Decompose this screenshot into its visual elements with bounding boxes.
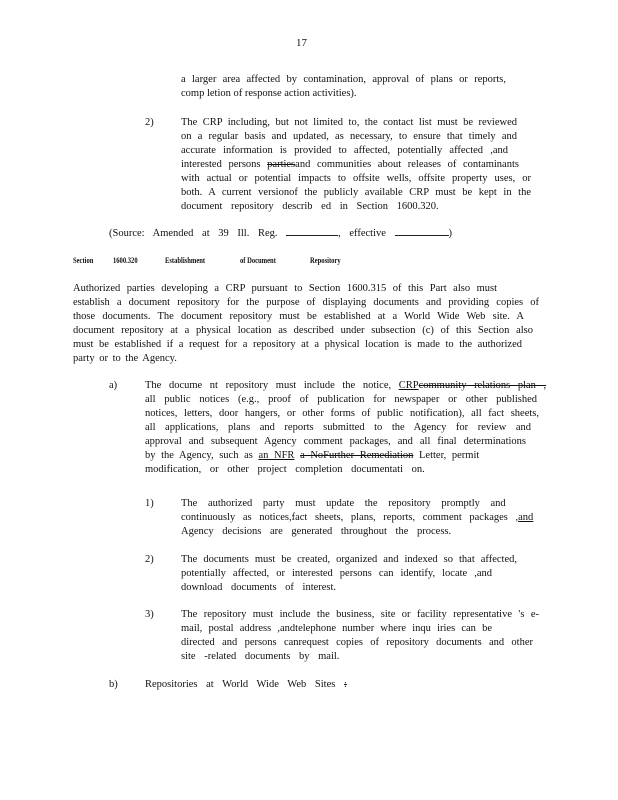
paragraph-line: both. A current versionof the publicly available CRP must be kept in the <box>181 187 531 198</box>
struck-text: parties <box>267 159 296 170</box>
underlined-text: CRP <box>398 380 419 391</box>
text-run: continuously as notices,fact sheets, plans, reports, comment packages , <box>181 512 519 523</box>
paragraph-line: approval and subsequent Agency comment packages, and all final determinations <box>145 436 526 447</box>
section-title-part: of Document <box>240 256 276 265</box>
paragraph-line <box>145 678 347 691</box>
continuation-line: comp letion of response action activities). <box>181 88 357 99</box>
blank-line <box>286 235 338 236</box>
paragraph-line: directed and persons canrequest copies of repository documents and other <box>181 637 533 648</box>
source-note <box>109 227 452 240</box>
section-title-part: Establishment <box>165 256 206 265</box>
struck-text: community relations plan , <box>418 380 547 391</box>
struck-text: : <box>343 679 347 690</box>
item-number: b) <box>109 679 118 690</box>
paragraph-line: on a regular basis and updated, as necessary, to ensure that timely and <box>181 131 517 142</box>
text-run: interested persons <box>181 159 261 170</box>
paragraph-line: The documents must be created, organized and indexed so that affected, <box>181 554 517 565</box>
paragraph-line <box>181 511 533 524</box>
paragraph-line: all public notices (e.g., proof of publication for newspaper or other published <box>145 394 537 405</box>
paragraph-line: must be established if a request for a repository at a physical location is made to the authorized <box>73 339 522 350</box>
item-number: 3) <box>145 609 154 620</box>
paragraph-line: site -related documents by mail. <box>181 651 340 662</box>
paragraph-line: notices, letters, door hangers, or other forms of public notification), all fact sheets, <box>145 408 539 419</box>
paragraph-line: those documents. The document repository must be established at a World Wide Web site. A <box>73 311 524 322</box>
paragraph-line: The CRP including, but not limited to, the contact list must be reviewed <box>181 117 517 128</box>
paragraph-line: Agency decisions are generated throughout the process. <box>181 526 452 537</box>
paragraph-line: Authorized parties developing a CRP pursuant to Section 1600.315 of this Part also must <box>73 283 497 294</box>
source-effective: , effective <box>338 228 386 239</box>
struck-text: a NoFurther Remediation <box>300 450 414 461</box>
paragraph-line <box>181 158 519 171</box>
underlined-text: and <box>518 512 534 523</box>
paragraph-line: The authorized party must update the repository promptly and <box>181 498 506 509</box>
page-number: 17 <box>296 37 307 49</box>
paragraph-line: establish a document repository for the purpose of displaying documents and providing copies of <box>73 297 539 308</box>
text-run: and communities about releases of contaminants <box>295 159 519 170</box>
paragraph-line: modification, or other project completion documentati on. <box>145 464 425 475</box>
text-run: The docume nt repository must include the notice, <box>145 380 392 391</box>
section-number: 1600.320 <box>113 256 138 265</box>
paragraph-line <box>145 449 479 462</box>
paragraph-line: party or to the Agency. <box>73 353 177 364</box>
text-run: by the Agency, such as <box>145 450 253 461</box>
blank-line <box>395 235 449 236</box>
paragraph-line: document repository describ ed in Section 1600.320. <box>181 201 439 212</box>
item-number: 2) <box>145 554 154 565</box>
continuation-line: a larger area affected by contamination, approval of plans or reports, <box>181 74 506 85</box>
item-number: 2) <box>145 117 154 128</box>
paragraph-line: all applications, plans and reports submitted to the Agency for review and <box>145 422 531 433</box>
section-title-part: Repository <box>310 256 341 265</box>
paragraph-line: document repository at a physical location as described under subsection (c) of this Section also <box>73 325 533 336</box>
paragraph-line: accurate information is provided to affected, potentially affected ,and <box>181 145 508 156</box>
paragraph-line: potentially affected, or interested persons can identify, locate ,and <box>181 568 492 579</box>
paragraph-line: download documents of interest. <box>181 582 337 593</box>
paragraph-line: mail, postal address ,andtelephone number where inqu iries can be <box>181 623 492 634</box>
underlined-text: an NFR <box>258 450 295 461</box>
text-run: Letter, permit <box>419 450 480 461</box>
paragraph-line: with actual or potential impacts to offsite wells, offsite property uses, or <box>181 173 531 184</box>
section-label: Section <box>73 256 94 265</box>
item-number: a) <box>109 380 118 391</box>
item-number: 1) <box>145 498 154 509</box>
text-run: Repositories at World Wide Web Sites <box>145 679 336 690</box>
paragraph-line <box>145 379 546 392</box>
source-lead: (Source: Amended at 39 Ill. Reg. <box>109 228 278 239</box>
paragraph-line: The repository must include the business, site or facility representative 's e- <box>181 609 539 620</box>
source-close: ) <box>448 228 453 239</box>
